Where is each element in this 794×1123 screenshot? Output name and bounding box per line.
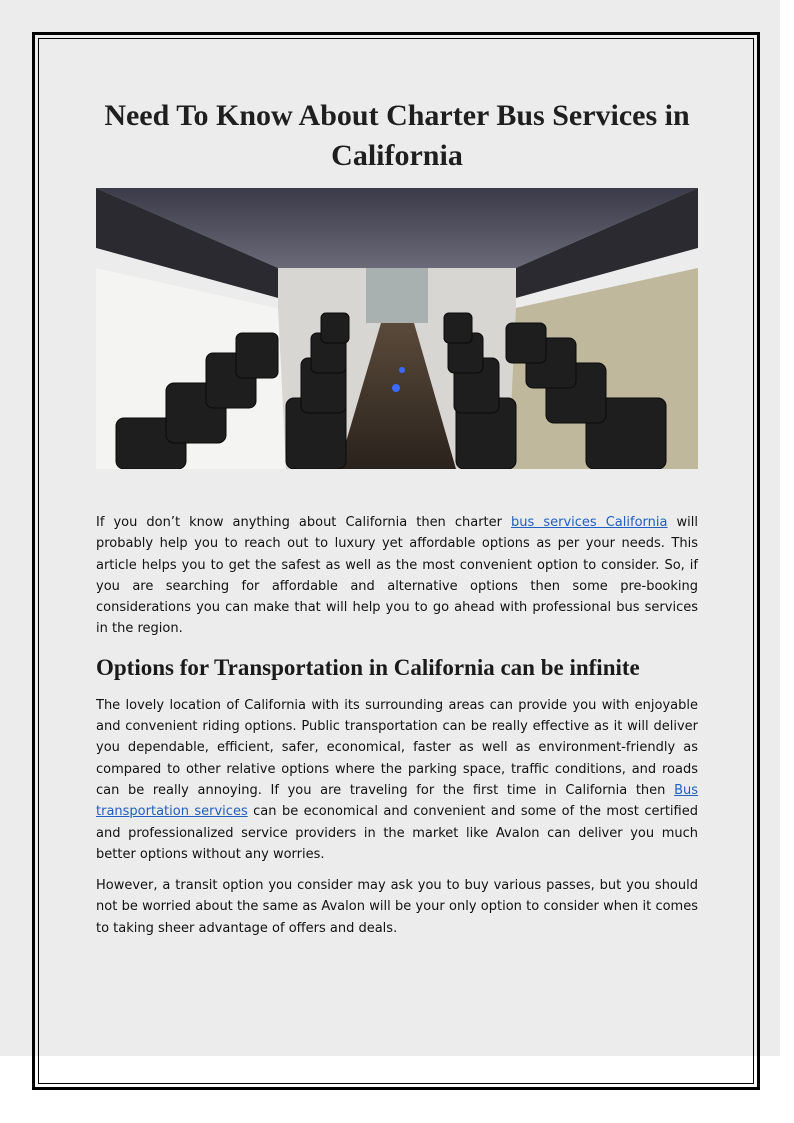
document-title: Need To Know About Charter Bus Services in California xyxy=(104,99,690,172)
intro-paragraph xyxy=(96,512,698,640)
options-text-start: The lovely location of California with its surrounding areas can provide you with enjoyable and convenient riding options. Public transportation can be really effective as it will deliver you dependable, efficient, safer, economical, faster as well as environment-friendly as compared to other relative options where the parking space, traffic conditions, and roads can be really annoying. If you are traveling for the first time in California then xyxy=(96,697,698,798)
bus-interior-photo xyxy=(96,188,698,469)
options-text-end: can be economical and convenient and some of the most certified and professionalized service providers in the market like Avalon can deliver you much better options without any worries. xyxy=(96,804,698,862)
transit-paragraph: However, a transit option you consider may ask you to buy various passes, but you should not be worried about the same as Avalon will be your only option to consider when it comes to taking sheer advantage of offers and deals. xyxy=(96,878,698,936)
intro-text-end: will probably help you to reach out to luxury yet affordable options as per your needs. This article helps you to get the safest as well as the most convenient option to consider. So, if you are searching for affordable and alternative options then some pre-booking considerations you can make that will help you to go ahead with professional bus services in the region. xyxy=(96,515,698,637)
bus-services-california-link[interactable]: bus services California xyxy=(511,515,668,530)
options-paragraph xyxy=(96,695,698,865)
section-heading: Options for Transportation in California can be infinite xyxy=(96,654,640,680)
intro-text-start: If you don’t know anything about California then charter xyxy=(96,515,512,530)
document-body xyxy=(96,96,698,939)
bus-transportation-services-link[interactable]: Bus transportation services xyxy=(96,782,698,820)
